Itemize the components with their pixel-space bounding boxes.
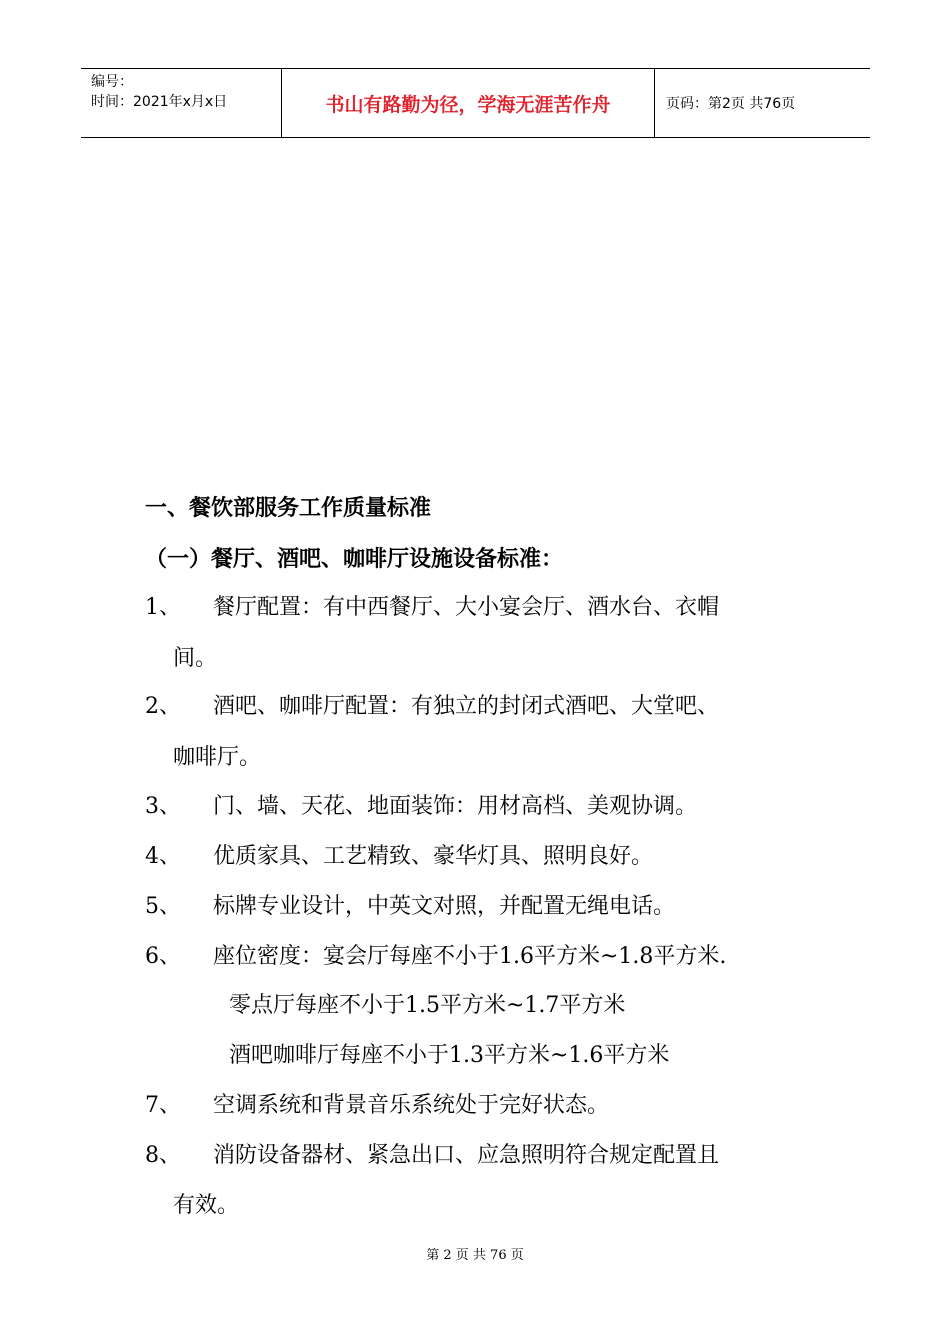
item-text: 消防设备器材、紧急出口、应急照明符合规定配置且 <box>213 1143 720 1168</box>
item-text: 标牌专业设计，中英文对照，并配置无绳电话。 <box>213 894 676 919</box>
item-text: 优质家具、工艺精致、豪华灯具、照明良好。 <box>213 844 654 869</box>
serial-label: 编号： <box>91 74 133 90</box>
item-number: 3、 <box>145 794 181 819</box>
item-number: 1、 <box>145 595 181 620</box>
item-text-cont: 零点厅每座不小于1.5平方米~1.7平方米 <box>229 993 626 1018</box>
item-text-cont: 酒吧咖啡厅每座不小于1.3平方米~1.6平方米 <box>229 1043 670 1068</box>
page-footer: 第 2 页 共 76 页 <box>426 1248 524 1263</box>
item-text: 座位密度：宴会厅每座不小于1.6平方米~1.8平方米. <box>213 944 727 969</box>
subsection-title: （一）餐厅、酒吧、咖啡厅设施设备标准： <box>145 546 564 572</box>
item-number: 5、 <box>145 894 181 919</box>
item-number: 8、 <box>145 1143 181 1168</box>
item-number: 7、 <box>145 1093 181 1118</box>
header-page-info: 页码：第2页 共76页 <box>666 96 796 112</box>
header-motto: 书山有路勤为径，学海无涯苦作舟 <box>282 69 655 137</box>
item-text: 空调系统和背景音乐系统处于完好状态。 <box>213 1093 610 1118</box>
item-text: 酒吧、咖啡厅配置：有独立的封闭式酒吧、大堂吧、 <box>213 694 720 719</box>
section-title: 一、餐饮部服务工作质量标准 <box>145 495 432 521</box>
item-text: 餐厅配置：有中西餐厅、大小宴会厅、酒水台、衣帽 <box>213 595 720 620</box>
item-text-cont: 咖啡厅。 <box>173 745 262 770</box>
item-number: 6、 <box>145 944 181 969</box>
time-label: 时间：2021年x月x日 <box>91 94 228 110</box>
item-number: 2、 <box>145 694 181 719</box>
header-meta <box>81 69 282 137</box>
page-header <box>81 68 870 138</box>
item-text: 门、墙、天花、地面装饰：用材高档、美观协调。 <box>213 794 698 819</box>
item-text-cont: 有效。 <box>173 1193 240 1218</box>
item-text-cont: 间。 <box>173 646 218 671</box>
item-number: 4、 <box>145 844 181 869</box>
